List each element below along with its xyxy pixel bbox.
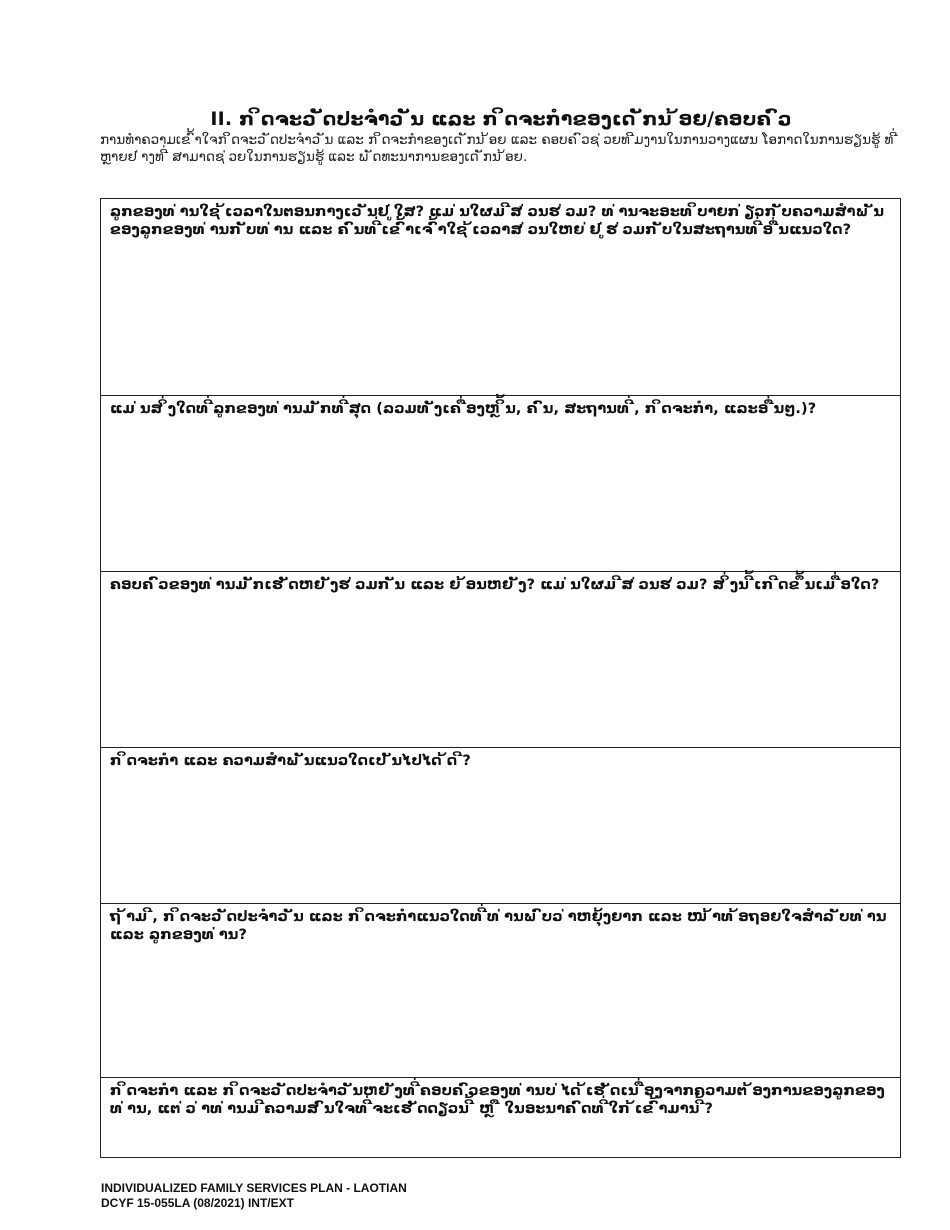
footer-form-title: INDIVIDUALIZED FAMILY SERVICES PLAN - LAOTIAN: [101, 1181, 407, 1195]
question-label: ລູກຂອງທ ່ານໃຊ ້ເວລາໃນຕອນກາງເວ ັນຢ ູ່ໃສ? ແມ ່ນໃຜມ ີສ ່ວນຮ ່ວມ? ທ ່ານຈະອະທ ິບາຍກ ່ຽວກ ັບຄວາມສຳພ ັນຂອງລູກຂອງທ ່ານກ ັບທ ່ານ ແລະ ຄ ົນທ ີ່ເຂ ົ້າເຈ ົ້າໃຊ ້ເວລາສ ່ວນໃຫຍ ່ຢ ູ່ຮ ່ວມກ ັບໃນສະຖານທ ີ່ອ ື່ນແນວໃດ?: [110, 204, 885, 238]
questions-form: [100, 198, 901, 1158]
form-footer: [101, 1181, 407, 1210]
question-label: ກ ິດຈະກຳ ແລະ ກ ິດຈະວ ັດປະຈຳວ ັນຫຍ ັງທ ີ່ຄອບຄ ົວຂອງທ ່ານບ ່ໄດ ້ເຮ ັດເນ ື່ອງຈາກຄວາມຕ ້ອງການຂອງລູກຂອງທ ່ານ, ແຕ ່ວ ່າທ ່ານມ ີຄວາມສ ົນໃຈທ ີ່ຈະເຮ ັດດຽວນ ີ້ ຫຼ ື ໃນອະນາຄ ົດທ ີ່ໃກ ້ເຂ ົ້າມານ ີ້?: [110, 1083, 885, 1117]
question-label: ກ ິດຈະກຳ ແລະ ຄວາມສຳພ ັນແນວໃດເປ ັນໄປໄດ ້ດ ີ?: [110, 753, 471, 769]
question-box-family-activities[interactable]: [101, 572, 900, 748]
question-label: ຖ ້າມ ີ, ກ ິດຈະວ ັດປະຈຳວ ັນ ແລະ ກ ິດຈະກຳແນວໃດທ ີ່ທ ່ານພ ົບວ ່າຫຍຸ້ງຍາກ ແລະ ໜ ້າທ ້ອຖອຍໃຈສຳລ ັບທ ່ານ ແລະ ລູກຂອງທ ່ານ?: [110, 909, 887, 943]
question-label: ແມ ່ນສ ິ່ງໃດທ ີ່ລູກຂອງທ ່ານມ ັກທ ີ່ສຸດ (ລວມທ ັງເຄ ື່ອງຫຼ ິ້ນ, ຄ ົນ, ສະຖານທ ີ່, ກ ິດຈະກຳ, ແລະອ ື່ນໆ.)?: [110, 401, 817, 417]
question-box-difficult[interactable]: [101, 904, 900, 1078]
question-box-routines[interactable]: [101, 199, 900, 396]
section-title: II. ກ ິດຈະວ ັດປະຈຳວ ັນ ແລະ ກ ິດຈະກຳຂອງເດ ັກນ ້ອຍ/ຄອບຄ ົວ: [210, 108, 792, 130]
section-intro: ການທຳຄວາມເຂ ົ້າໃຈກ ິດຈະວ ັດປະຈຳວ ັນ ແລະ ກ ິດຈະກຳຂອງເດ ັກນ ້ອຍ ແລະ ຄອບຄ ົວຊ ່ວຍທ ີມງານໃນການວາງແຜນ ໂອກາດໃນການຮຽນຮູ້ ທ ີ່ຫຼາຍຢ ່າງທ ີ່ ສາມາດຊ ່ວຍໃນການຮຽນຮູ້ ແລະ ພ ັດທະນາການຂອງເດ ັກນ ້ອຍ.: [100, 132, 898, 165]
question-box-going-well[interactable]: [101, 748, 900, 904]
question-box-favorites[interactable]: [101, 396, 900, 572]
question-label: ຄອບຄ ົວຂອງທ ່ານມ ັກເຮ ັດຫຍ ັງຮ ່ວມກ ັນ ແລະ ຍ ້ອນຫຍ ັງ? ແມ ່ນໃຜມ ີສ ່ວນຮ ່ວມ? ສ ິ່ງນ ີ້ເກ ີດຂ ຶ້ນເມ ື່ອໃດ?: [110, 577, 880, 593]
question-box-future-activities[interactable]: [101, 1078, 900, 1157]
footer-form-number: DCYF 15-055LA (08/2021) INT/EXT: [101, 1195, 294, 1210]
